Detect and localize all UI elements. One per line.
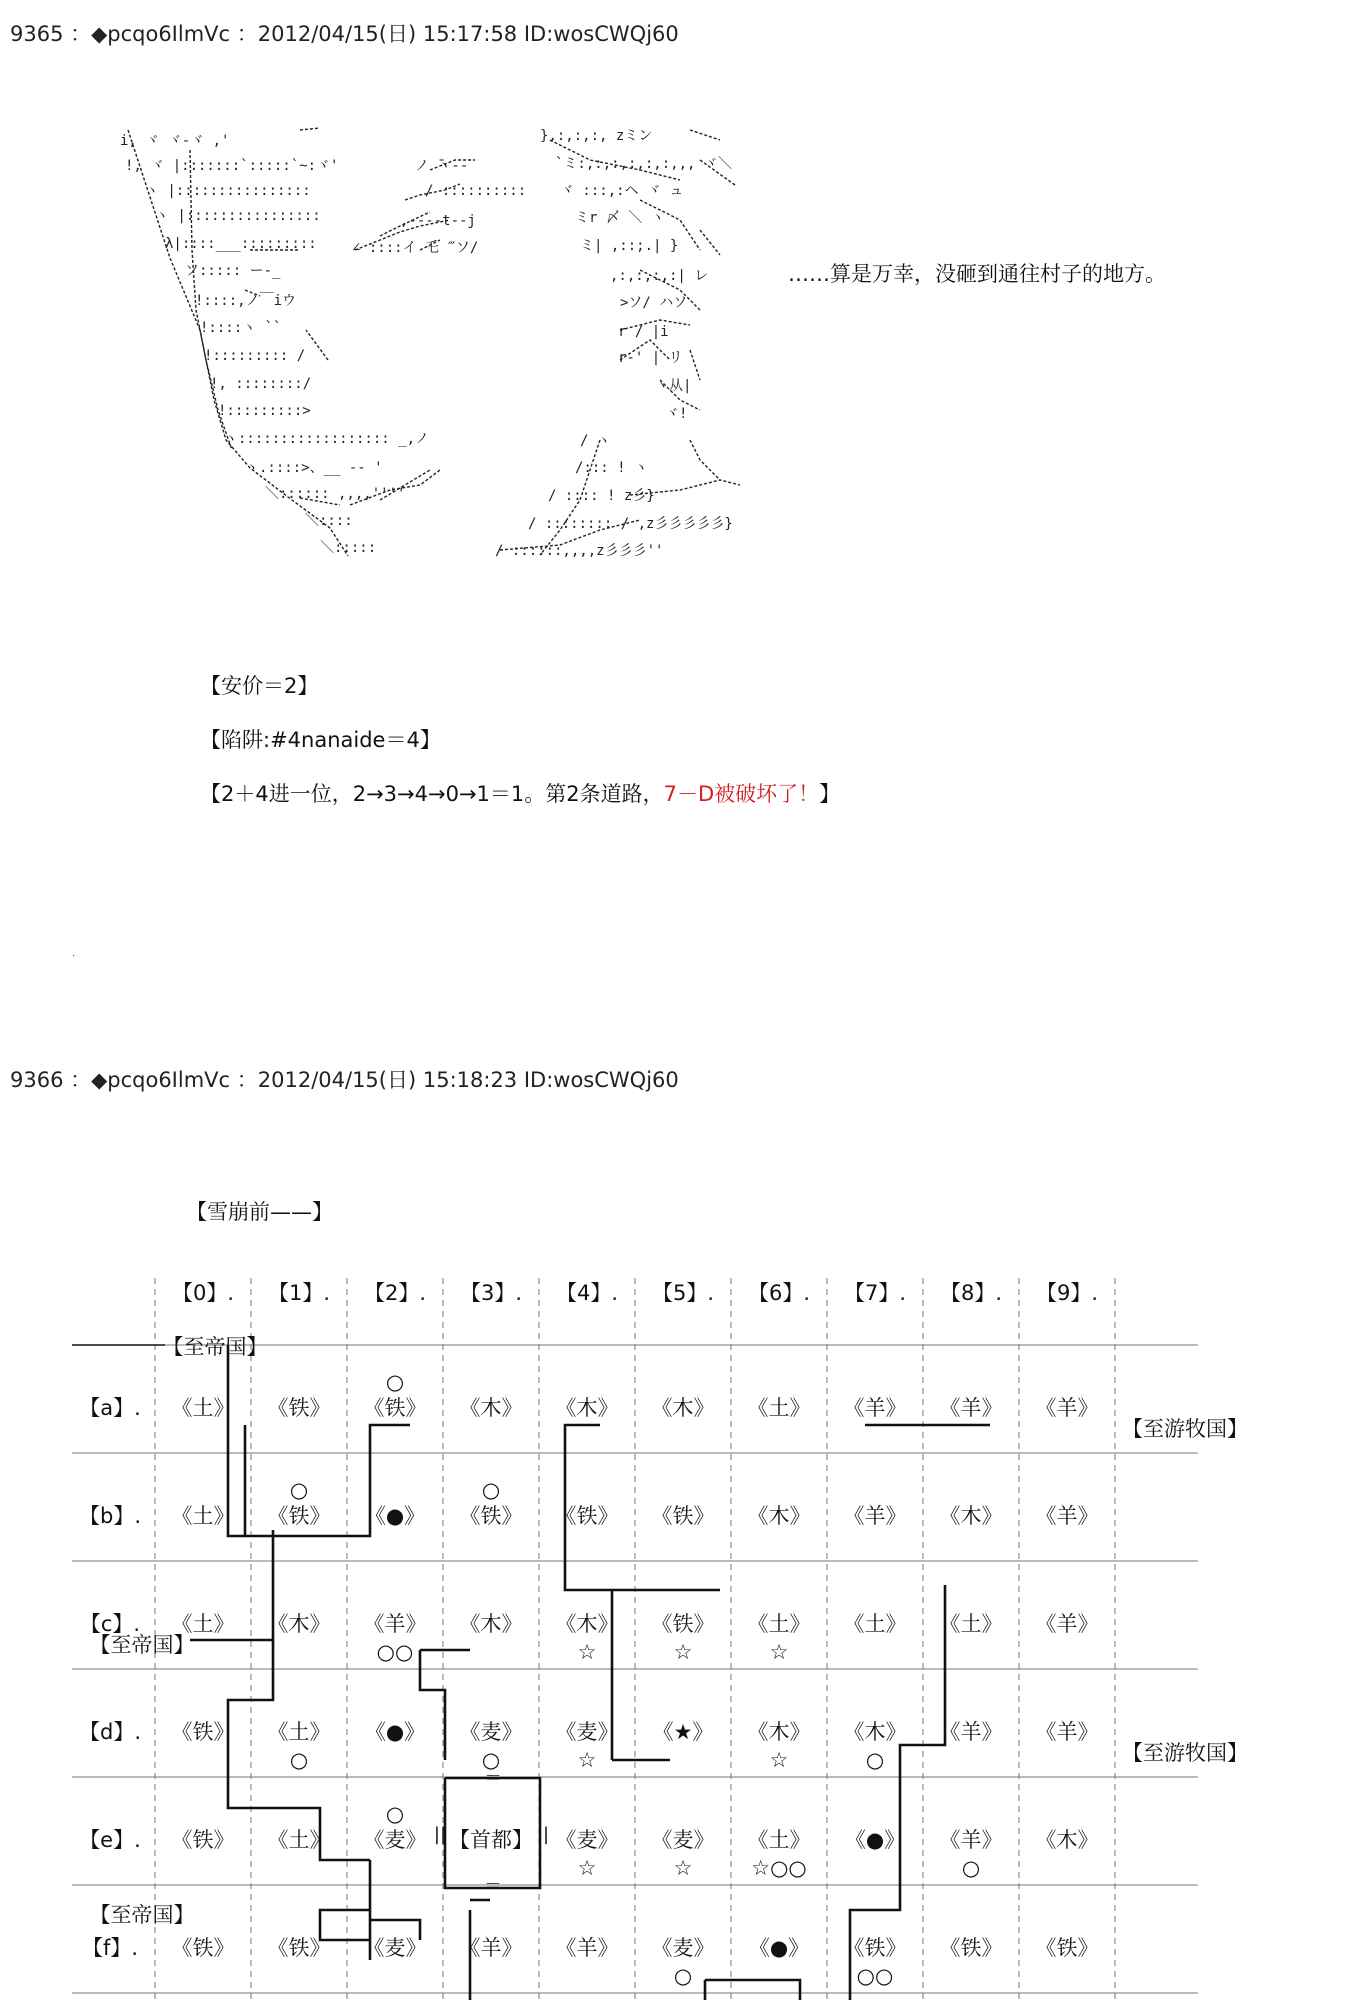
col-header-7: 【7】.	[843, 1281, 907, 1305]
svg-text:ミ| ,::;.| }: ミ| ,::;.| }	[580, 238, 679, 254]
cell-1-2: 《●》	[364, 1504, 426, 1528]
cell-1-9: 《羊》	[1035, 1504, 1099, 1528]
svg-text:/ ::::::::::: / ::::::::::	[425, 183, 527, 199]
post-header-9366: 9366 ：◆pcqo6IlmVc ：2012/04/15(日) 15:18:23 ID:wosCWQj60	[10, 1068, 679, 1092]
cell-4-0: 《铁》	[171, 1828, 235, 1852]
mark-below-2-2: ○○	[376, 1640, 414, 1664]
svg-text:,:,:,:,:| レ: ,:,:,:,:| レ	[610, 268, 709, 284]
road-3	[565, 1530, 720, 1590]
svg-text:r‐' | リ: r‐' | リ	[618, 350, 683, 366]
label-to-empire-bottom: 【至帝国】	[89, 1903, 195, 1927]
svg-text:>ソ/ ハソ: >ソ/ ハソ	[620, 295, 688, 311]
cell-5-9: 《铁》	[1035, 1936, 1099, 1960]
svg-text:!:::::::::>: !:::::::::>	[218, 403, 311, 419]
cell-4-7: 《●》	[844, 1828, 906, 1852]
svg-text:!::::::::: /: !::::::::: /	[204, 348, 306, 364]
row-label-3: 【d】.	[78, 1720, 142, 1744]
cell-3-0: 《铁》	[171, 1720, 235, 1744]
cell-0-9: 《羊》	[1035, 1396, 1099, 1420]
cell-4-6: 《土》	[747, 1828, 811, 1852]
svg-text:,--‐‐t--j: ,--‐‐t--j	[400, 213, 476, 229]
road-18	[705, 1980, 800, 2000]
cell-3-4: 《麦》	[555, 1720, 619, 1744]
cell-0-0: 《土》	[171, 1396, 235, 1420]
cell-0-4: 《木》	[555, 1396, 619, 1420]
cell-1-4: 《铁》	[555, 1504, 619, 1528]
cell-2-6: 《土》	[747, 1612, 811, 1636]
cell-2-2: 《羊》	[363, 1612, 427, 1636]
map-title: 【雪崩前——】	[186, 1200, 333, 1224]
mark-below-2-4: ☆	[577, 1640, 597, 1664]
label-to-empire-top: 【至帝国】	[162, 1335, 268, 1359]
row-label-4: 【e】.	[79, 1828, 141, 1852]
svg-text:ヽ:::::::::::::::::: _,ノ: ヽ:::::::::::::::::: _,ノ	[224, 431, 430, 447]
svg-text:ヽ |::::::::::::::::: ヽ |::::::::::::::::	[155, 208, 321, 224]
row-label-2: 【c】.	[79, 1612, 141, 1636]
label-to-nomad-1: 【至游牧国】	[1122, 1417, 1248, 1441]
narration-text: ……算是万幸，没砸到通往村子的地方。	[788, 262, 1166, 286]
cell-3-3: 《麦》	[459, 1720, 523, 1744]
mark-below-4-8: ○	[961, 1856, 981, 1880]
svg-text:/ :::::::: / ,z彡彡彡彡彡}: / :::::::: / ,z彡彡彡彡彡}	[528, 516, 733, 532]
svg-text:r / |i: r / |i	[618, 324, 669, 340]
col-header-5: 【5】.	[651, 1281, 715, 1305]
mark-below-5-7: ○○	[856, 1964, 894, 1988]
col-header-6: 【6】.	[747, 1281, 811, 1305]
cell-2-4: 《木》	[555, 1612, 619, 1636]
capital-bar-left: ||	[433, 1824, 447, 1845]
col-header-3: 【3】.	[459, 1281, 523, 1305]
cell-5-6: 《●》	[748, 1936, 810, 1960]
cell-3-8: 《羊》	[939, 1720, 1003, 1744]
row-label-0: 【a】.	[79, 1396, 141, 1420]
svg-text:!::::ヽ ``: !::::ヽ ``	[200, 320, 282, 336]
svg-text:/ :::: ! z彡}: / :::: ! z彡}	[548, 488, 655, 504]
cell-0-8: 《羊》	[939, 1396, 1003, 1420]
cell-1-0: 《土》	[171, 1504, 235, 1528]
stat-trap: 【陷阱:#4nanaide＝4】	[200, 728, 441, 752]
svg-text:!::::,ノ￣iウ: !::::,ノ￣iウ	[195, 293, 297, 309]
cell-3-6: 《木》	[747, 1720, 811, 1744]
stat-anka: 【安价＝2】	[200, 674, 319, 698]
cell-0-2: 《铁》	[363, 1396, 427, 1420]
stat-result-highlight: 7－D被破坏了！	[663, 782, 820, 806]
stat-result-end: 】	[819, 782, 841, 806]
post-header-9365: 9365 ：◆pcqo6IlmVc ：2012/04/15(日) 15:17:58 ID:wosCWQj60	[10, 22, 679, 46]
cell-1-6: 《木》	[747, 1504, 811, 1528]
mark-below-3-7: ○	[865, 1748, 885, 1772]
mark-below-4-6: ☆○○	[751, 1856, 807, 1880]
capital-bar-right: ||	[536, 1824, 550, 1845]
cell-4-9: 《木》	[1035, 1828, 1099, 1852]
svg-text:/ ヽ: / ヽ	[580, 433, 611, 449]
svg-text:＼:::::: ,,,,'''': ＼:::::: ,,,,''''	[265, 486, 406, 502]
svg-text:ヾ!: ヾ!	[665, 406, 688, 422]
cell-2-0: 《土》	[171, 1612, 235, 1636]
cell-2-7: 《土》	[843, 1612, 907, 1636]
cell-2-9: 《羊》	[1035, 1612, 1099, 1636]
svg-text:/ ::::::,,,,z彡彡彡'': / ::::::,,,,z彡彡彡''	[495, 543, 664, 559]
mark-below-3-3: ○	[481, 1748, 501, 1772]
label-to-nomad-2: 【至游牧国】	[1122, 1741, 1248, 1765]
svg-text:＼:::::: ＼:::::	[320, 540, 377, 556]
stat-result-text: 【2＋4进一位，2→3→4→0→1＝1。第2条道路，	[200, 782, 664, 806]
cell-4-1: 《土》	[267, 1828, 331, 1852]
svg-text:λ|::::___:::::::::: λ|::::___:::::::::	[165, 236, 317, 252]
cell-3-2: 《●》	[364, 1720, 426, 1744]
cell-5-1: 《铁》	[267, 1936, 331, 1960]
svg-text:ヾ :::,:ヘ ヾ ュ: ヾ :::,:ヘ ヾ ュ	[560, 183, 684, 199]
cell-1-5: 《铁》	[651, 1504, 715, 1528]
mark-below-4-5: ☆	[673, 1856, 693, 1880]
svg-text:ノ ̄ヽ--: ノ ̄ヽ--	[415, 158, 469, 174]
mark-above-1-3: ○	[481, 1478, 501, 1502]
cell-4-4: 《麦》	[555, 1828, 619, 1852]
svg-text:`ミ:,:,:,:,:,:,,, ヾ＼: `ミ:,:,:,:,:,:,,, ヾ＼	[555, 156, 732, 172]
col-header-9: 【9】.	[1035, 1281, 1099, 1305]
cell-1-8: 《木》	[939, 1504, 1003, 1528]
cell-3-7: 《木》	[843, 1720, 907, 1744]
cell-4-3: 【首都】	[449, 1828, 533, 1852]
svg-text:},:,:,:, zミン: },:,:,:, zミン	[540, 128, 653, 144]
mark-below-3-1: ○	[289, 1748, 309, 1772]
col-header-2: 【2】.	[363, 1281, 427, 1305]
svg-text:ヽ从|: ヽ从|	[655, 378, 692, 394]
mark-below-2-5: ☆	[673, 1640, 693, 1664]
cell-0-3: 《木》	[459, 1396, 523, 1420]
cell-2-1: 《木》	[267, 1612, 331, 1636]
stray-dot: .	[72, 948, 76, 959]
mark-above-1-1: ○	[289, 1478, 309, 1502]
cell-3-1: 《土》	[267, 1720, 331, 1744]
cell-1-3: 《铁》	[459, 1504, 523, 1528]
mark-below-2-6: ☆	[769, 1640, 789, 1664]
cell-5-5: 《麦》	[651, 1936, 715, 1960]
cell-4-5: 《麦》	[651, 1828, 715, 1852]
capital-equals-bottom: ＝	[484, 1876, 502, 1897]
svg-text:ヽ.::::>、__ -- ': ヽ.::::>、__ -- '	[245, 460, 383, 476]
svg-text:＼::::: ＼::::	[305, 513, 353, 529]
svg-text:ソ::::: ー-_: ソ::::: ー-_	[185, 263, 281, 279]
capital-equals-top: ＝	[484, 1768, 502, 1789]
svg-text:ヽ |::::::::::::::::: ヽ |::::::::::::::::	[145, 183, 311, 199]
cell-2-8: 《土》	[939, 1612, 1003, 1636]
cell-4-8: 《羊》	[939, 1828, 1003, 1852]
col-header-4: 【4】.	[555, 1281, 619, 1305]
label-to-empire-mid: 【至帝国】	[89, 1633, 195, 1657]
cell-5-7: 《铁》	[843, 1936, 907, 1960]
cell-3-5: 《★》	[652, 1720, 714, 1744]
svg-text:!, ヾ |:::::::`:::::`~:ヾ': !, ヾ |:::::::`:::::`~:ヾ'	[125, 158, 339, 174]
row-label-1: 【b】.	[78, 1504, 142, 1528]
cell-5-0: 《铁》	[171, 1936, 235, 1960]
cell-3-9: 《羊》	[1035, 1720, 1099, 1744]
svg-text:∠ ::::イ 乇 ‴ソ/: ∠ ::::イ 乇 ‴ソ/	[352, 240, 479, 256]
cell-1-1: 《铁》	[267, 1504, 331, 1528]
cell-2-5: 《铁》	[651, 1612, 715, 1636]
mark-above-4-2: ○	[385, 1802, 405, 1826]
svg-text:ミr 〆 ＼ ヽ: ミr 〆 ＼ ヽ	[575, 210, 665, 226]
cell-5-3: 《羊》	[459, 1936, 523, 1960]
col-header-8: 【8】.	[939, 1281, 1003, 1305]
row-label-5: 【f】.	[81, 1936, 139, 1960]
mark-below-3-6: ☆	[769, 1748, 789, 1772]
cell-5-4: 《羊》	[555, 1936, 619, 1960]
cell-5-8: 《铁》	[939, 1936, 1003, 1960]
cell-4-2: 《麦》	[363, 1828, 427, 1852]
mark-above-0-2: ○	[385, 1370, 405, 1394]
cell-0-1: 《铁》	[267, 1396, 331, 1420]
cell-5-2: 《麦》	[363, 1936, 427, 1960]
cell-1-7: 《羊》	[843, 1504, 907, 1528]
cell-2-3: 《木》	[459, 1612, 523, 1636]
col-header-1: 【1】.	[267, 1281, 331, 1305]
svg-text:i, ヾ ヾ-ヾ ,': i, ヾ ヾ-ヾ ,'	[120, 133, 230, 149]
mark-below-5-5: ○	[673, 1964, 693, 1988]
cell-0-7: 《羊》	[843, 1396, 907, 1420]
cell-0-5: 《木》	[651, 1396, 715, 1420]
mark-below-3-4: ☆	[577, 1748, 597, 1772]
svg-text:!, ::::::::/: !, ::::::::/	[210, 376, 312, 392]
col-header-0: 【0】.	[171, 1281, 235, 1305]
svg-text:/::: ! ヽ: /::: ! ヽ	[575, 460, 649, 476]
mark-below-4-4: ☆	[577, 1856, 597, 1880]
cell-0-6: 《土》	[747, 1396, 811, 1420]
